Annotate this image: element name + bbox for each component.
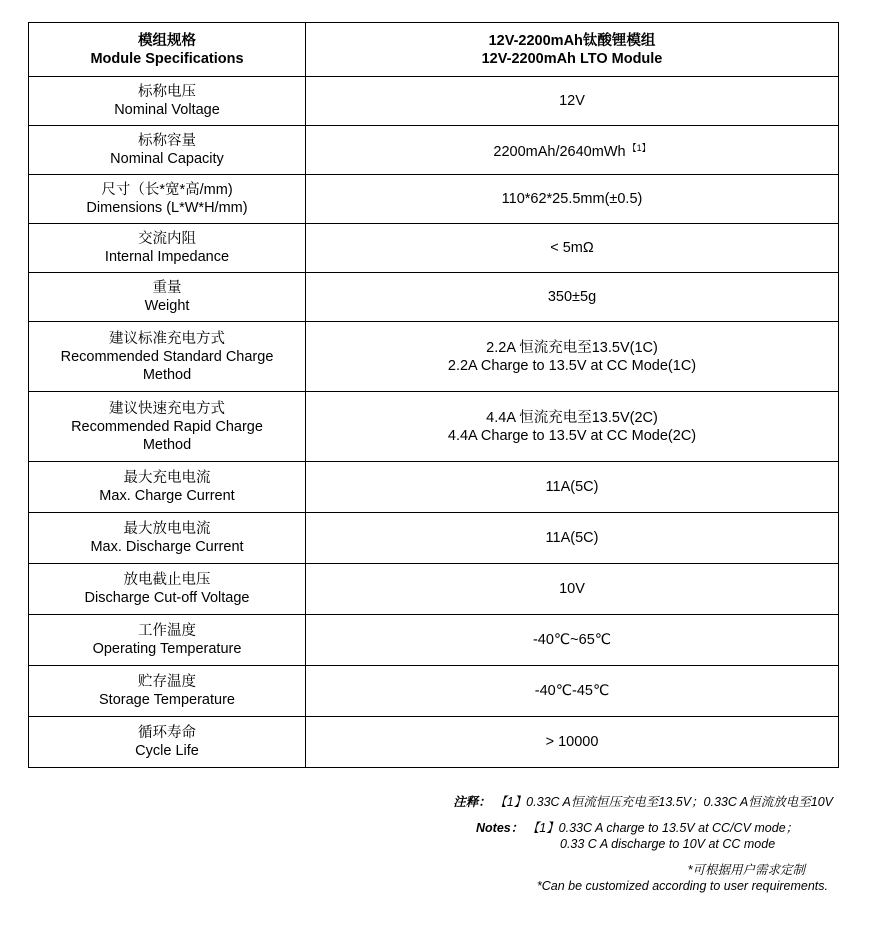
table-row [29, 77, 839, 126]
spec-label [29, 77, 306, 126]
custom-note-cn: *可根据用户需求定制 [687, 863, 805, 877]
table-row [29, 392, 839, 462]
table-row [29, 513, 839, 564]
spec-label-line: Method [142, 366, 192, 383]
spec-value-line: 350±5g [547, 289, 597, 305]
spec-value-line: 4.4A 恒流充电至13.5V(2C) [486, 409, 658, 426]
table-row [29, 462, 839, 513]
spec-label-line: Discharge Cut-off Voltage [84, 590, 250, 606]
spec-value-line: 12V [559, 93, 585, 109]
notes-en [476, 820, 798, 836]
spec-label-line: 最大放电电流 [123, 521, 211, 537]
spec-label [29, 273, 306, 322]
spec-value [306, 564, 839, 615]
table-row [29, 273, 839, 322]
spec-value [306, 462, 839, 513]
spec-label-line: 交流内阻 [138, 231, 196, 247]
spec-label-line: 建议标准充电方式 [109, 330, 225, 347]
spec-value [306, 273, 839, 322]
spec-value [306, 175, 839, 224]
header-spec-label-line: Module Specifications [90, 50, 244, 67]
spec-label-line: Nominal Capacity [110, 151, 224, 167]
spec-value [306, 322, 839, 392]
spec-value [306, 666, 839, 717]
notes-cn-text: 【1】0.33C A恒流恒压充电至13.5V；0.33C A恒流放电至10V [494, 795, 833, 809]
spec-label [29, 717, 306, 768]
spec-label [29, 175, 306, 224]
notes-cn [453, 794, 833, 810]
spec-label-line: 贮存温度 [138, 674, 196, 690]
table-row [29, 322, 839, 392]
spec-label-line: Dimensions (L*W*H/mm) [86, 200, 248, 216]
spec-label-line: Recommended Rapid Charge [71, 418, 263, 435]
spec-label-line: Max. Charge Current [99, 488, 235, 504]
table-row [29, 615, 839, 666]
spec-value [306, 717, 839, 768]
spec-label-line: Method [142, 436, 192, 453]
spec-label-line: Max. Discharge Current [90, 539, 244, 555]
spec-value [306, 77, 839, 126]
notes-en-label: Notes： [476, 821, 524, 835]
spec-value [306, 513, 839, 564]
spec-label-line: Operating Temperature [92, 641, 242, 657]
spec-label-line: 标称电压 [138, 84, 196, 100]
spec-label [29, 666, 306, 717]
footnote-ref: 【1】 [627, 143, 651, 153]
table-row [29, 666, 839, 717]
header-module-name-line: 12V-2200mAh LTO Module [481, 50, 663, 67]
spec-label-line: 工作温度 [138, 623, 196, 639]
spec-label [29, 513, 306, 564]
notes-en-text-2: 0.33 C A discharge to 10V at CC mode [560, 837, 776, 851]
spec-label-line: 重量 [152, 280, 182, 296]
custom-note-en: *Can be customized according to user requirements. [536, 879, 828, 893]
spec-value-line: > 10000 [545, 734, 599, 750]
spec-value-line: -40℃-45℃ [534, 683, 610, 699]
spec-value-line: -40℃~65℃ [532, 632, 612, 648]
spec-label-line: Storage Temperature [99, 692, 235, 708]
table-row [29, 717, 839, 768]
spec-value [306, 392, 839, 462]
spec-label-line: Nominal Voltage [114, 102, 220, 118]
spec-label-line: 建议快速充电方式 [109, 400, 225, 417]
spec-label [29, 615, 306, 666]
notes-en-text-1: 【1】0.33C A charge to 13.5V at CC/CV mode； [526, 821, 799, 835]
table-row [29, 224, 839, 273]
spec-label-line: 尺寸（长*宽*高/mm) [101, 182, 233, 198]
spec-label [29, 392, 306, 462]
header-module-name-line: 12V-2200mAh钛酸锂模组 [488, 32, 656, 49]
spec-label-line: 循环寿命 [138, 725, 196, 741]
spec-value-line: 11A(5C) [545, 479, 599, 495]
spec-label-line: 最大充电电流 [123, 470, 211, 486]
spec-value-line: 110*62*25.5mm(±0.5) [501, 191, 643, 207]
notes-cn-label: 注释： [453, 795, 491, 809]
spec-value [306, 224, 839, 273]
notes-en-2 [560, 836, 775, 852]
table-header-row [29, 23, 839, 77]
header-spec-label-line: 模组规格 [138, 32, 196, 49]
spec-label-line: Internal Impedance [104, 249, 230, 265]
spec-value-line: 2200mAh/2640mWh [493, 144, 626, 160]
spec-label [29, 126, 306, 175]
spec-label-line: 放电截止电压 [123, 572, 211, 588]
spec-label [29, 564, 306, 615]
spec-label-line: Recommended Standard Charge [60, 348, 274, 365]
spec-value-line: 4.4A Charge to 13.5V at CC Mode(2C) [447, 427, 697, 444]
spec-value [306, 126, 839, 175]
table-row [29, 564, 839, 615]
spec-value-line: < 5mΩ [550, 240, 594, 256]
spec-label [29, 224, 306, 273]
spec-label [29, 462, 306, 513]
spec-value-line: 11A(5C) [545, 530, 599, 546]
header-spec-label [29, 23, 306, 77]
spec-value [306, 615, 839, 666]
table-row [29, 175, 839, 224]
spec-value-line: 2.2A 恒流充电至13.5V(1C) [486, 339, 658, 356]
header-module-name [306, 23, 839, 77]
spec-label-line: Cycle Life [135, 743, 199, 759]
spec-table [28, 22, 839, 768]
table-row [29, 126, 839, 175]
spec-label-line: 标称容量 [138, 133, 196, 149]
spec-label-line: Weight [144, 298, 190, 314]
spec-label [29, 322, 306, 392]
spec-value-line: 2.2A Charge to 13.5V at CC Mode(1C) [447, 357, 697, 374]
spec-value-line: 10V [559, 581, 585, 597]
